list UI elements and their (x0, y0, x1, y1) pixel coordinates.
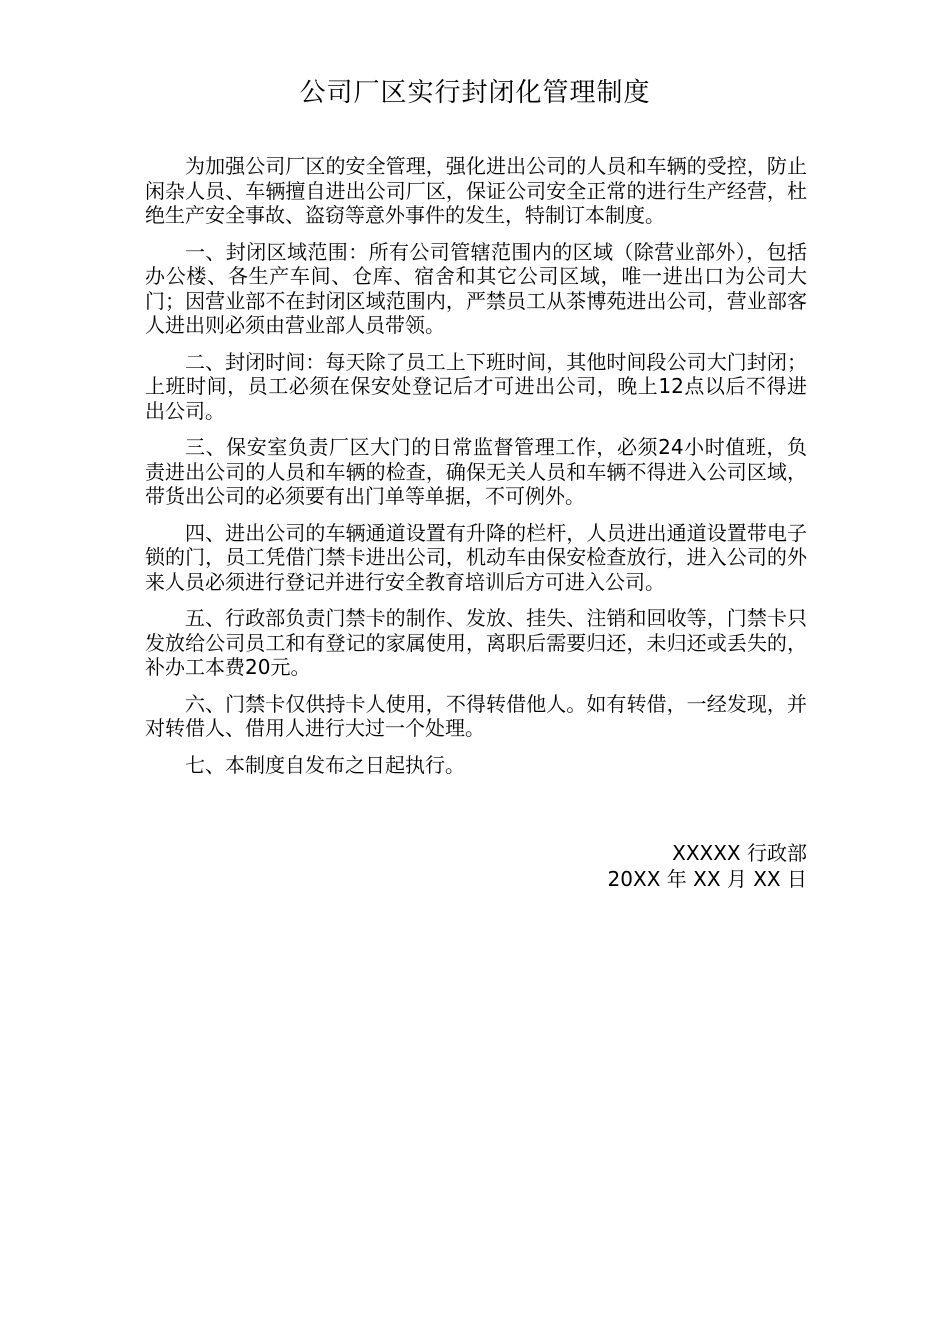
clause-6-card-usage: 六、门禁卡仅供持卡人使用，不得转借他人。如有转借，一经发现，并对转借人、借用人进行大过一个处理。 (145, 691, 807, 740)
clause-5-access-card-admin: 五、行政部负责门禁卡的制作、发放、挂失、注销和回收等，门禁卡只发放给公司员工和有登记的家属使用，离职后需要归还，未归还或丢失的，补办工本费20元。 (145, 606, 807, 679)
signature-date: 20XX 年 XX 月 XX 日 (607, 867, 807, 891)
clause-4-gate-access: 四、进出公司的车辆通道设置有升降的栏杆，人员进出通道设置带电子锁的门，员工凭借门禁卡进出公司，机动车由保安检查放行，进入公司的外来人员必须进行登记并进行安全教育培训后方可进入公司。 (145, 520, 807, 594)
document-body (145, 154, 807, 789)
clause-3-security-room: 三、保安室负责厂区大门的日常监督管理工作，必须24小时值班，负责进出公司的人员和车辆的检查，确保无关人员和车辆不得进入公司区域，带货出公司的必须要有出门单等单据，不可例外。 (145, 435, 807, 508)
clause-1-enclosed-area: 一、封闭区域范围：所有公司管辖范围内的区域（除营业部外），包括办公楼、各生产车间、仓库、宿舍和其它公司区域，唯一进出口为公司大门；因营业部不在封闭区域范围内，严禁员工从茶博苑进出公司，营业部客人进出则必须由营业部人员带领。 (145, 239, 807, 337)
signature-block (608, 840, 807, 892)
clause-2-closing-time: 二、封闭时间：每天除了员工上下班时间，其他时间段公司大门封闭；上班时间，员工必须在保安处登记后才可进出公司，晚上12点以后不得进出公司。 (145, 349, 807, 423)
intro-paragraph: 为加强公司厂区的安全管理，强化进出公司的人员和车辆的受控，防止闲杂人员、车辆擅自进出公司厂区，保证公司安全正常的进行生产经营，杜绝生产安全事故、盗窃等意外事件的发生，特制订本制度。 (145, 154, 807, 227)
signature-department: XXXXX 行政部 (672, 841, 807, 865)
clause-7-effective-date: 七、本制度自发布之日起执行。 (185, 752, 465, 777)
document-title: 公司厂区实行封闭化管理制度 (299, 78, 651, 108)
